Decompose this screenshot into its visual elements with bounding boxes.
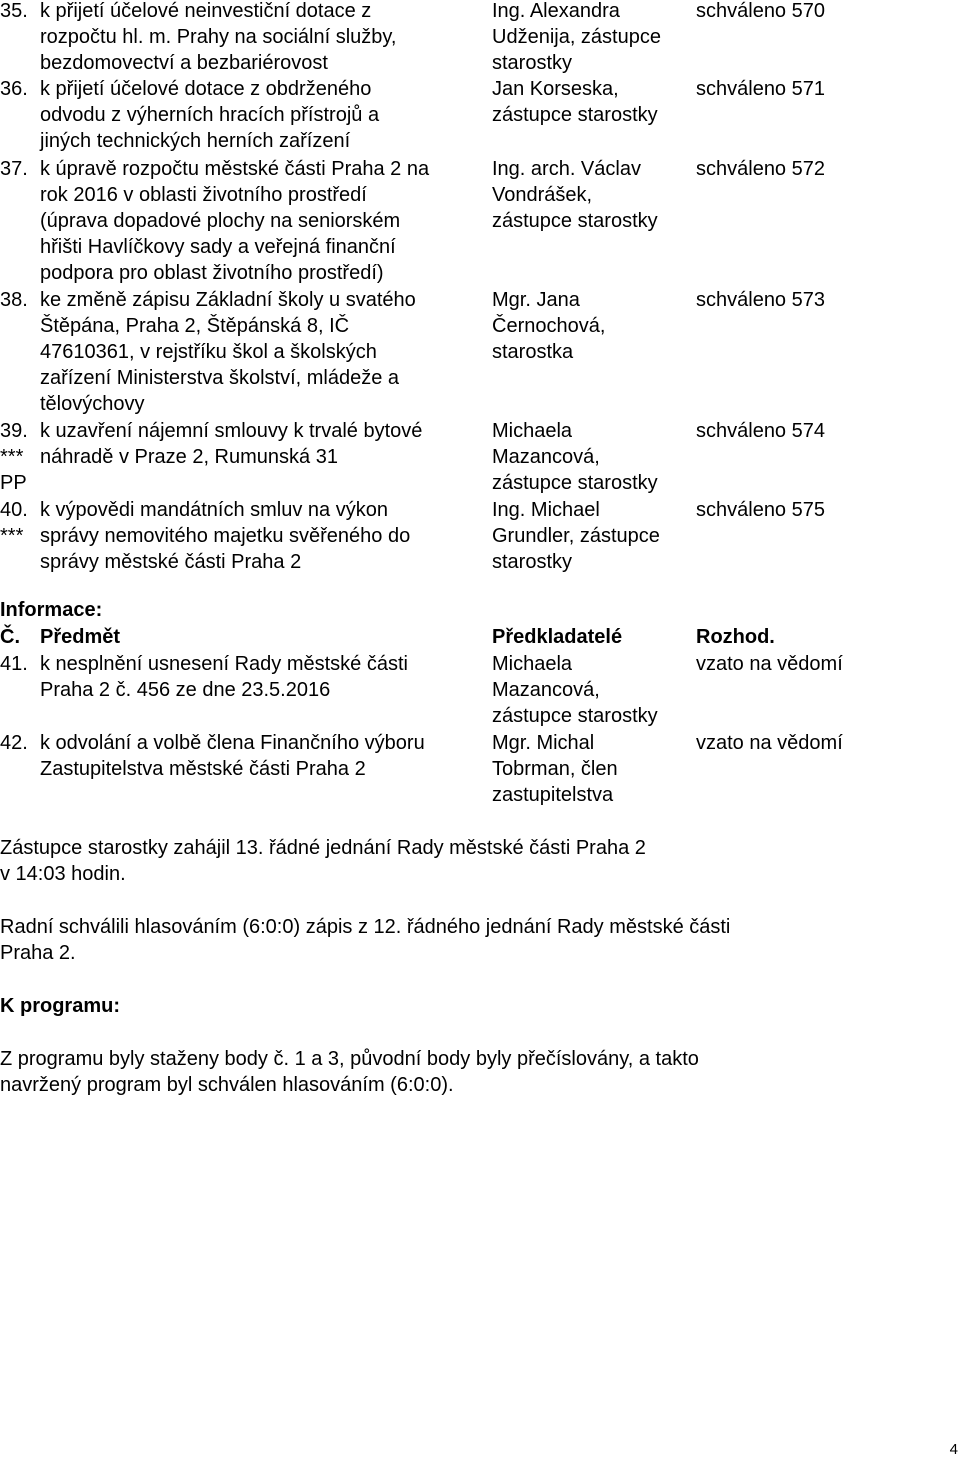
item-decision: schváleno 570 [696,0,825,22]
item-proposer: Mgr. Michal Tobrman, člen zastupitelstva [492,732,618,806]
item-proposer: Michaela Mazancová, zástupce starostky [492,420,658,494]
approval-paragraph: Radní schválili hlasováním (6:0:0) zápis z 12. řádného jednání Rady městské části Praha 2. [0,916,731,964]
header-subject: Předmět [40,626,121,648]
item-subject: k uzavření nájemní smlouvy k trvalé bytové náhradě v Praze 2, Rumunská 31 [40,420,423,468]
header-decision: Rozhod. [696,626,775,648]
item-proposer: Michaela Mazancová, zástupce starostky [492,653,658,727]
header-number: Č. [0,626,20,648]
item-proposer: Ing. Alexandra Udženija, zástupce starostky [492,0,661,74]
item-proposer: Jan Korseska, zástupce starostky [492,78,658,126]
info-heading: Informace: [0,599,103,621]
item-decision: schváleno 573 [696,289,825,311]
opening-paragraph: Zástupce starostky zahájil 13. řádné jednání Rady městské části Praha 2 v 14:03 hodin. [0,837,646,885]
item-number: 38. [0,289,28,311]
item-subject: k výpovědi mandátních smluv na výkon správy nemovitého majetku svěřeného do správy městské části Praha 2 [40,499,411,573]
item-number: 39. *** PP [0,420,28,494]
item-proposer: Ing. Michael Grundler, zástupce starostky [492,499,660,573]
item-proposer: Ing. arch. Václav Vondrášek, zástupce starostky [492,158,658,232]
item-decision: vzato na vědomí [696,653,843,675]
item-decision: schváleno 571 [696,78,825,100]
item-decision: schváleno 574 [696,420,825,442]
item-number: 42. [0,732,28,754]
item-number: 36. [0,78,28,100]
item-number: 40. *** [0,499,28,547]
header-proposer: Předkladatelé [492,626,623,648]
item-decision: vzato na vědomí [696,732,843,754]
item-decision: schváleno 572 [696,158,825,180]
item-subject: ke změně zápisu Základní školy u svatého Štěpána, Praha 2, Štěpánská 8, IČ 47610361, v rejstříku škol a školských zařízení Ministerstva školství, mládeže a tělovýchovy [40,289,416,415]
item-subject: k odvolání a volbě člena Finančního výboru Zastupitelstva městské části Praha 2 [40,732,425,780]
item-subject: k přijetí účelové neinvestiční dotace z rozpočtu hl. m. Prahy na sociální služby, bezdomovectví a bezbariérovost [40,0,397,74]
item-number: 41. [0,653,28,675]
program-heading: K programu: [0,995,120,1017]
item-subject: k nesplnění usnesení Rady městské části Praha 2 č. 456 ze dne 23.5.2016 [40,653,408,701]
page-number: 4 [949,1441,958,1458]
program-paragraph: Z programu byly staženy body č. 1 a 3, původní body byly přečíslovány, a takto navržený program byl schválen hlasováním (6:0:0). [0,1048,699,1096]
item-number: 37. [0,158,28,180]
item-subject: k úpravě rozpočtu městské části Praha 2 na rok 2016 v oblasti životního prostředí (úprava dopadové plochy na seniorském hřišti Havlíčkovy sady a veřejná finanční podpora pro oblast životního prostředí) [40,158,430,284]
item-decision: schváleno 575 [696,499,825,521]
item-subject: k přijetí účelové dotace z obdrženého odvodu z výherních hracích přístrojů a jiných technických herních zařízení [40,78,380,152]
item-proposer: Mgr. Jana Černochová, starostka [492,289,606,363]
item-number: 35. [0,0,28,22]
